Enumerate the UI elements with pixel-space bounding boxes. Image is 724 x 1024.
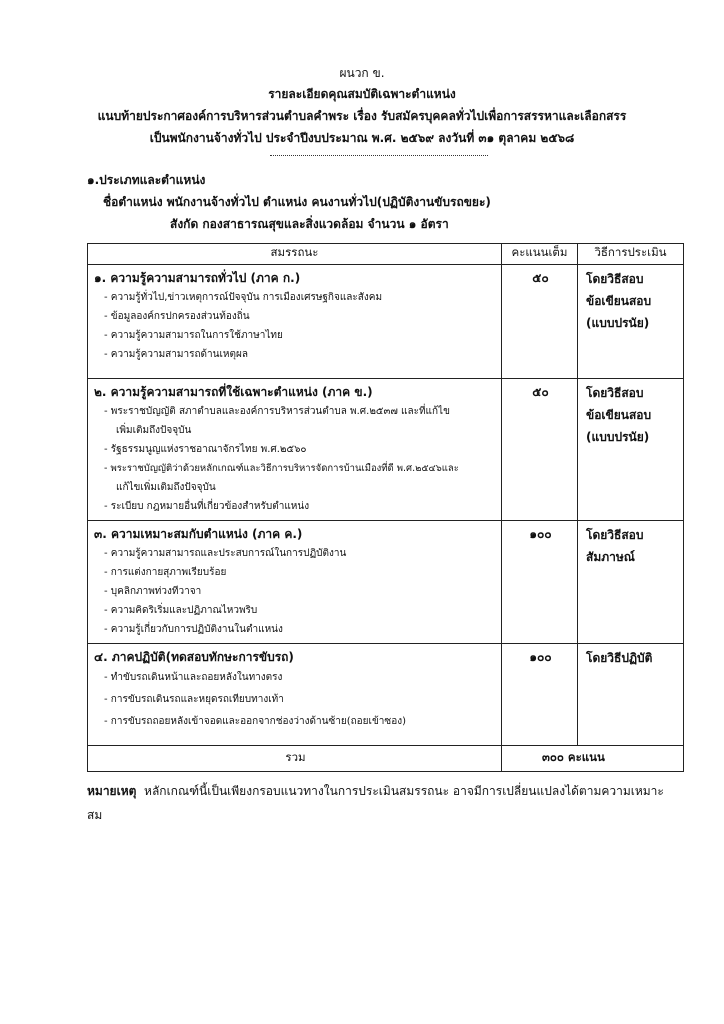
competency-cell: [88, 644, 502, 746]
score-cell: ๕๐: [502, 379, 578, 521]
list-item: - พระราชบัญญัติ สภาตำบลและองค์การบริหารส่วนตำบล พ.ศ.๒๕๓๗ และที่แก้ไข: [104, 406, 450, 417]
list-item: - การขับรถเดินรถและหยุดรถเทียบทางเท้า: [104, 694, 284, 705]
row-title: ๔. ภาคปฏิบัติ(ทดสอบทักษะการขับรถ): [94, 650, 294, 664]
method-cell: [578, 379, 684, 521]
row-title: ๑. ความรู้ความสามารถทั่วไป (ภาค ก.): [94, 271, 301, 285]
method-cell: [578, 521, 684, 644]
list-item: - ระเบียบ กฎหมายอื่นที่เกี่ยวข้องสำหรับตำแหน่ง: [104, 501, 310, 512]
dotted-divider: [270, 155, 488, 156]
competency-cell: [88, 521, 502, 644]
header-competency: สมรรถนะ: [88, 244, 502, 265]
table-row: [88, 521, 684, 644]
competency-table: [87, 243, 684, 772]
section-heading: ๑.ประเภทและตำแหน่ง: [87, 173, 206, 187]
table-row: [88, 379, 684, 521]
list-item: - บุคลิกภาพท่วงทีวาจา: [104, 586, 202, 597]
method-line: ข้อเขียนสอบ: [586, 408, 652, 422]
footnote: [87, 779, 667, 827]
competency-cell: [88, 379, 502, 521]
appendix-label: ผนวก ข.: [339, 66, 385, 80]
method-cell: [578, 644, 684, 746]
method-line: สัมภาษณ์: [586, 550, 635, 564]
division-line: สังกัด กองสาธารณสุขและสิ่งแวดล้อม จำนวน ๑ อัตรา: [170, 217, 449, 231]
list-item: - ความรู้ทั่วไป,ข่าวเหตุการณ์ปัจจุบัน การเมืองเศรษฐกิจและสังคม: [104, 292, 383, 303]
score-cell: ๑๐๐: [502, 644, 578, 746]
note-text: หลักเกณฑ์นี้เป็นเพียงกรอบแนวทางในการประเมินสมรรถนะ อาจมีการเปลี่ยนแปลงได้ตามความเหมาะสม: [87, 784, 664, 822]
document-title: รายละเอียดคุณสมบัติเฉพาะตำแหน่ง: [268, 87, 456, 101]
row-title: ๓. ความเหมาะสมกับตำแหน่ง (ภาค ค.): [94, 527, 303, 541]
table-row: [88, 265, 684, 379]
list-item: เพิ่มเติมถึงปัจจุบัน: [116, 425, 192, 436]
method-line: (แบบปรนัย): [586, 316, 650, 330]
list-item: - พระราชบัญญัติว่าด้วยหลักเกณฑ์และวิธีการบริหารจัดการบ้านเมืองที่ดี พ.ศ.๒๕๔๖และ: [104, 463, 459, 474]
list-item: - ความรู้ความสามารถในการใช้ภาษาไทย: [104, 330, 283, 341]
total-label: รวม: [88, 746, 502, 772]
total-value: ๓๐๐ คะแนน: [502, 746, 684, 772]
method-line: โดยวิธีสอบ: [586, 528, 644, 542]
method-line: ข้อเขียนสอบ: [586, 294, 652, 308]
total-row: [88, 746, 684, 772]
score-cell: ๕๐: [502, 265, 578, 379]
list-item: - การขับรถถอยหลังเข้าจอดและออกจากช่องว่างด้านซ้าย(ถอยเข้าซอง): [104, 716, 406, 727]
score-cell: ๑๐๐: [502, 521, 578, 644]
list-item: แก้ไขเพิ่มเติมถึงปัจจุบัน: [116, 482, 216, 493]
header-full-score: คะแนนเต็ม: [502, 244, 578, 265]
header-method: วิธีการประเมิน: [578, 244, 684, 265]
header-line-1: แนบท้ายประกาศองค์การบริหารส่วนตำบลคำพระ เรื่อง รับสมัครบุคคลทั่วไปเพื่อการสรรหาและเลือกสรร: [97, 109, 627, 123]
competency-cell: [88, 265, 502, 379]
list-item: - ความรู้เกี่ยวกับการปฏิบัติงานในตำแหน่ง: [104, 624, 283, 635]
list-item: - การแต่งกายสุภาพเรียบร้อย: [104, 567, 227, 578]
list-item: - รัฐธรรมนูญแห่งราชอาณาจักรไทย พ.ศ.๒๕๖๐: [104, 444, 307, 455]
table-row: [88, 644, 684, 746]
method-line: โดยวิธีสอบ: [586, 272, 644, 286]
note-label: หมายเหตุ: [87, 784, 137, 798]
method-line: โดยวิธีปฏิบัติ: [586, 651, 653, 665]
header-line-2: เป็นพนักงานจ้างทั่วไป ประจำปีงบประมาณ พ.ศ. ๒๕๖๙ ลงวันที่ ๓๑ ตุลาคม ๒๕๖๘: [149, 131, 575, 145]
list-item: - ทำขับรถเดินหน้าและถอยหลังในทางตรง: [104, 672, 283, 683]
method-line: โดยวิธีสอบ: [586, 386, 644, 400]
position-name: ชื่อตำแหน่ง พนักงานจ้างทั่วไป ตำแหน่ง คนงานทั่วไป(ปฏิบัติงานขับรถขยะ): [103, 195, 491, 209]
method-line: (แบบปรนัย): [586, 430, 650, 444]
list-item: - ข้อมูลองค์กรปกครองส่วนท้องถิ่น: [104, 311, 250, 322]
method-cell: [578, 265, 684, 379]
row-title: ๒. ความรู้ความสามารถที่ใช้เฉพาะตำแหน่ง (ภาค ข.): [94, 385, 373, 399]
list-item: - ความรู้ความสามารถและประสบการณ์ในการปฏิบัติงาน: [104, 548, 347, 559]
list-item: - ความรู้ความสามารถด้านเหตุผล: [104, 349, 248, 360]
table-header-row: [88, 244, 684, 265]
list-item: - ความคิดริเริ่มและปฏิภาณไหวพริบ: [104, 605, 258, 616]
